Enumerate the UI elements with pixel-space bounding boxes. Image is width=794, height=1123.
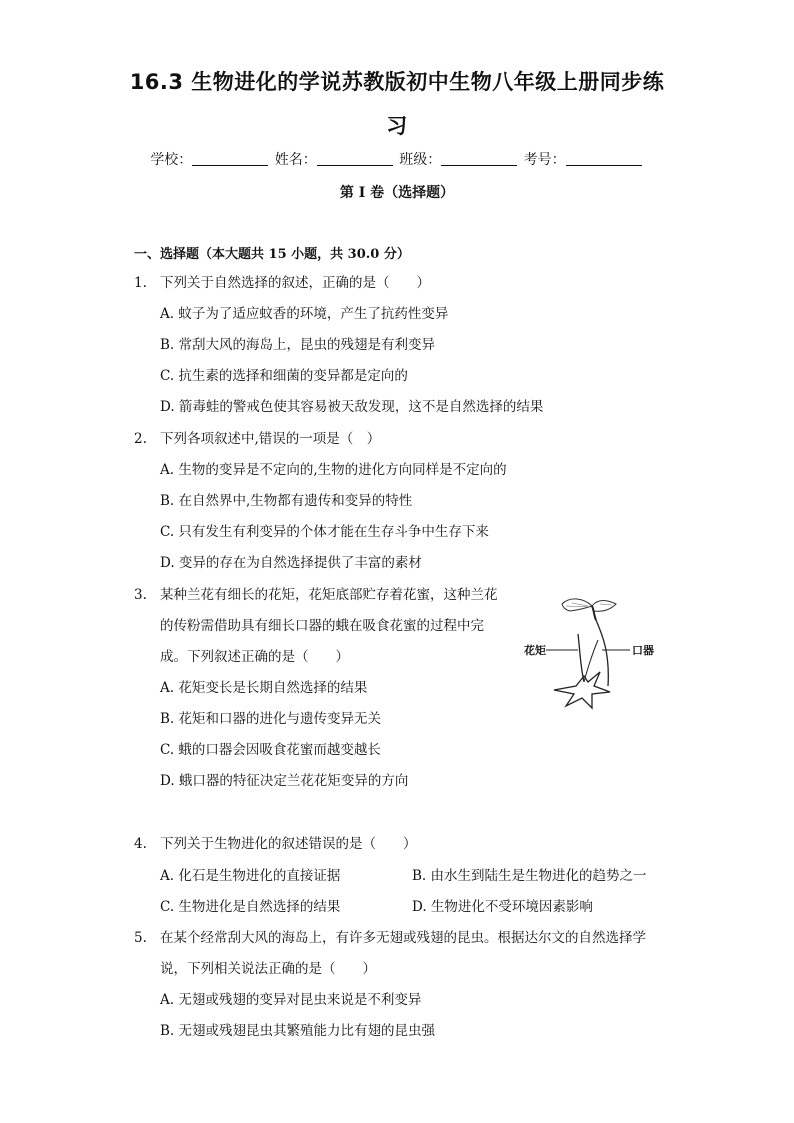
question-3-option-a: A. 花矩变长是长期自然选择的结果 xyxy=(160,680,368,696)
question-3-stem-line2: 的传粉需借助具有细长口器的蛾在吸食花蜜的过程中完 xyxy=(160,618,484,634)
question-2-option-b: B. 在自然界中,生物都有遗传和变异的特性 xyxy=(160,493,413,509)
question-2-number: 2. xyxy=(134,431,147,447)
question-2-option-d: D. 变异的存在为自然选择提供了丰富的素材 xyxy=(160,555,422,571)
question-2-option-c: C. 只有发生有利变异的个体才能在生存斗争中生存下来 xyxy=(160,524,489,540)
section-heading: 一、选择题（本大题共 15 小题，共 30.0 分） xyxy=(134,247,410,262)
question-1-stem: 下列关于自然选择的叙述，正确的是（ ） xyxy=(160,275,430,291)
question-2-stem: 下列各项叙述中,错误的一项是（ ） xyxy=(160,431,381,447)
question-3-stem-line1: 某种兰花有细长的花矩，花矩底部贮存着花蜜，这种兰花 xyxy=(160,587,498,603)
nectar-spur-label: 花矩 xyxy=(524,644,546,657)
question-5-option-a: A. 无翅或残翅的变异对昆虫来说是不利变异 xyxy=(160,992,422,1008)
school-blank xyxy=(192,151,268,166)
question-3-option-c: C. 蛾的口器会因吸食花蜜而越变越长 xyxy=(160,742,381,758)
question-1-number: 1. xyxy=(134,275,147,291)
volume-heading: 第 I 卷（选择题） xyxy=(339,185,455,201)
page-title-line1: 16.3 生物进化的学说苏教版初中生物八年级上册同步练 xyxy=(129,70,665,94)
name-label: 姓名： xyxy=(274,152,317,168)
name-blank xyxy=(317,151,393,166)
question-4-option-d: D. 生物进化不受环境因素影响 xyxy=(412,899,593,915)
question-3-stem-line3: 成。下列叙述正确的是（ ） xyxy=(160,649,349,665)
class-blank xyxy=(441,151,517,166)
question-2-option-a: A. 生物的变异是不定向的,生物的进化方向同样是不定向的 xyxy=(160,462,507,478)
question-3-option-d: D. 蛾口器的特征决定兰花花矩变异的方向 xyxy=(160,773,409,789)
question-4-option-a: A. 化石是生物进化的直接证据 xyxy=(160,868,341,884)
question-3-number: 3. xyxy=(134,587,147,603)
question-4-option-b: B. 由水生到陆生是生物进化的趋势之一 xyxy=(412,868,647,884)
orchid-moth-figure xyxy=(522,594,662,710)
question-5-stem-line2: 说，下列相关说法正确的是（ ） xyxy=(160,961,376,977)
question-5-stem-line1: 在某个经常刮大风的海岛上，有许多无翅或残翅的昆虫。根据达尔文的自然选择学 xyxy=(160,930,646,946)
exam-no-blank xyxy=(566,151,642,166)
class-label: 班级： xyxy=(399,152,442,168)
question-1-option-a: A. 蚊子为了适应蚊香的环境，产生了抗药性变异 xyxy=(160,306,449,322)
question-1-option-c: C. 抗生素的选择和细菌的变异都是定向的 xyxy=(160,368,408,384)
school-label: 学校： xyxy=(150,152,193,168)
question-4-stem: 下列关于生物进化的叙述错误的是（ ） xyxy=(160,836,417,852)
question-1-option-b: B. 常刮大风的海岛上，昆虫的残翅是有利变异 xyxy=(160,337,436,353)
question-3-option-b: B. 花矩和口器的进化与遗传变异无关 xyxy=(160,711,382,727)
question-1-option-d: D. 箭毒蛙的警戒色使其容易被天敌发现，这不是自然选择的结果 xyxy=(160,399,544,415)
question-4-option-c: C. 生物进化是自然选择的结果 xyxy=(160,899,341,915)
page-title-line2: 习 xyxy=(386,114,408,138)
exam-no-label: 考号： xyxy=(523,152,566,168)
student-info-line xyxy=(0,149,794,169)
mouthpart-label: 口器 xyxy=(632,644,654,657)
question-5-number: 5. xyxy=(134,930,147,946)
question-4-number: 4. xyxy=(134,836,147,852)
question-5-option-b: B. 无翅或残翅昆虫其繁殖能力比有翅的昆虫强 xyxy=(160,1023,436,1039)
